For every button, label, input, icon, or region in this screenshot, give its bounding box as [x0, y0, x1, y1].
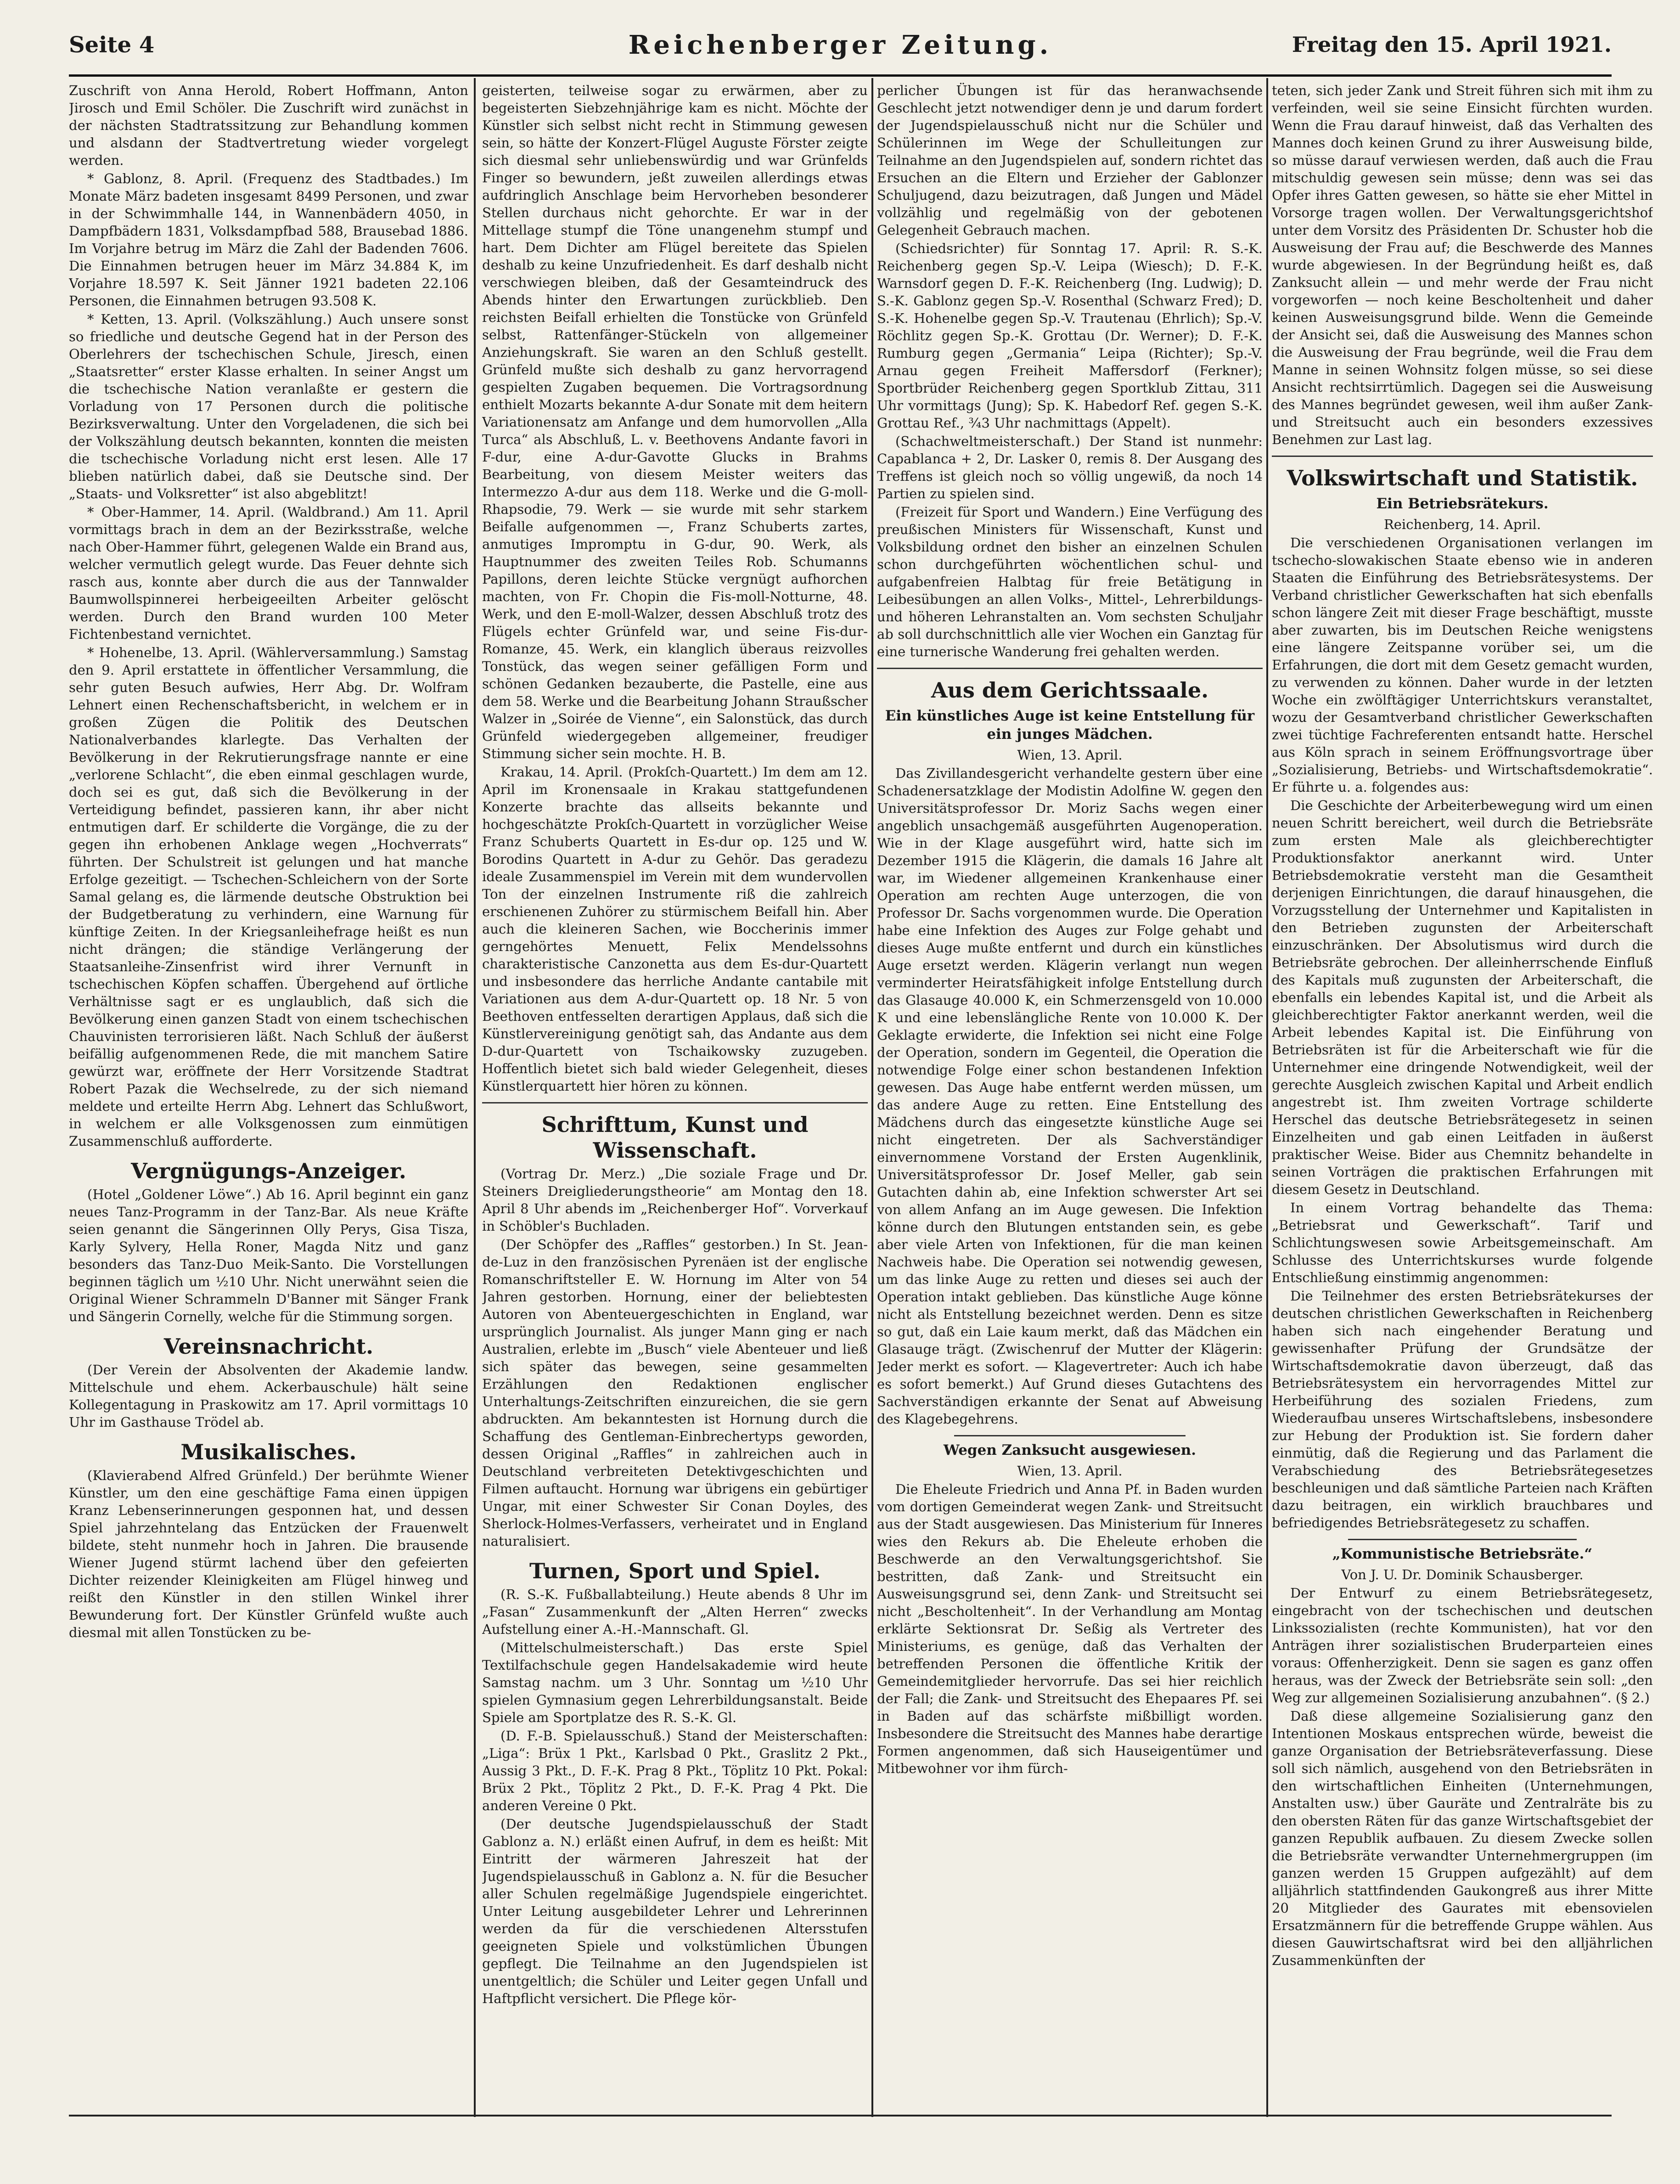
article-text: Die Eheleute Friedrich und Anna Pf. in Baden wurden vom dortigen Gemeinderat wegen Zank- und Streitsucht aus der Stadt ausgewiesen. Das Ministerium für Inneres wies den Rekurs ab. Die Eheleute erhoben die Beschwerde an den Verwaltungsgerichtshof. Sie bestritten, daß Zank- und Streitsucht ein Ausweisungsgrund sei, denn Zank- und Streitsucht sei nicht „Bescholtenheit“. In der Verhandlung am Montag erklärte Sektionsrat Dr. Seßig als Vertreter des Ministeriums, es genüge, daß das Verhalten der betreffenden Personen die öffentliche Kritik der Gemeindemitglieder hervorrufe. Das sei hier reichlich der Fall; die Zank- und Streitsucht des Ehepaares Pf. sei in Baden auf das schärfste mißbilligt worden. Insbesondere die Streitsucht des Mannes habe derartige Formen angenommen, daß sich Hauseigentümer und Mitbewohner vor ihm fürch- — [877, 1481, 1263, 1776]
article-text: (Freizeit für Sport und Wandern.) Eine Verfügung des preußischen Ministers für Wissenschaft, Kunst und Volksbildung ordnet den bisher an einzelnen Schulen schon durchgeführten wöchentlichen schul- und aufgabenfreien Halbtag für freie Betätigung in Leibesübungen an allen Volks-, Mittel-, Lehrerbildungs- und höheren Lehranstalten an. Vom sechsten Schuljahr ab soll durchschnittlich alle vier Wochen ein Ganztag für eine turnerische Wanderung frei gehalten werden. — [877, 504, 1263, 659]
article-text: * Ober-Hammer, 14. April. (Waldbrand.) Am 11. April vormittags brach in dem an der Bezirksstraße, welche nach Ober-Hammer führt, gelegenen Walde ein Brand aus, welcher vermutlich gelegt wurde. Das Feuer dehnte sich rasch aus, konnte aber durch die aus der Tannwalder Baumwollspinnerei herbeigeeilten Arbeiter gelöscht werden. Durch den Brand wurden 100 Meter Fichtenbestand vernichtet. — [69, 504, 468, 642]
article-text: Die Geschichte der Arbeiterbewegung wird um einen neuen Schritt bereichert, weil durch die Betriebsräte zum ersten Male als gleichberechtigter Produktionsfaktor anerkannt wird. Unter Betriebsdemokratie versteht man die Gesamtheit derjenigen Einrichtungen, die darauf hinausgehen, die Vorzugsstellung der Unternehmer und Kapitalisten in den Betrieben zugunsten der Arbeiterschaft einzuschränken. Der Absolutismus wird durch die Betriebsräte gebrochen. Der alleinherrschende Einfluß des Kapitals muß zugunsten der Arbeiterschaft, die ebenfalls ein lebendes Kapital ist, und die Arbeit als gleichberechtigter Faktor anerkannt werden, weil die Arbeit lebendes Kapital ist. Die Einführung von Betriebsräten ist für die Arbeiterschaft wie für die Unternehmer eine dringende Notwendigkeit, weil der gerechte Ausgleich zwischen Kapital und Arbeit endlich angestrebt ist. Ihm zweiten Vortrage schilderte Herschel das deutsche Betriebsrätegesetz in seinen Einzelheiten und gab einen Leitfaden in äußerst praktischer Weise. Bider aus Chemnitz behandelte in seinen Vorträgen die praktischen Erfahrungen mit diesem Gesetz in Deutschland. — [1272, 798, 1653, 1197]
section-divider — [482, 1102, 868, 1103]
article-text: (D. F.-B. Spielausschuß.) Stand der Meisterschaften: „Liga“: Brüx 1 Pkt., Karlsbad 0 Pkt., Graslitz 2 Pkt., Aussig 3 Pkt., D. F.-K. Prag 8 Pkt., Töplitz 10 Pkt. Pokal: Brüx 2 Pkt., Töplitz 2 Pkt., D. F.-K. Prag 4 Pkt. Die anderen Vereine 0 Pkt. — [482, 1728, 868, 1813]
article-divider — [1348, 1539, 1577, 1540]
article-text: (Mittelschulmeisterschaft.) Das erste Spiel Textilfachschule gegen Handelsakademie wird heute Samstag nachm. um 3 Uhr. Sonntag um ½10 Uhr spielen Gymnasium gegen Lehrerbildungsanstalt. Beide Spiele am Sportplatze des R. S.-K. Gl. — [482, 1640, 868, 1725]
section-heading: Schrifttum, Kunst und Wissenschaft. — [541, 1112, 809, 1163]
column-4 — [1272, 82, 1653, 2111]
article-divider — [954, 1435, 1186, 1436]
section-heading: Aus dem Gerichtssaale. — [931, 678, 1209, 703]
article-headline: Wegen Zanksucht ausgewiesen. — [943, 1442, 1197, 1458]
article-text: perlicher Übungen ist für das heranwachsende Geschlecht jetzt notwendiger denn je und darum fordert der Jugendspielausschuß nicht nur die Schüler und Schülerinnen im Wege der Schulleitungen zur Teilnahme an den Jugendspielen auf, sondern richtet das Ersuchen an die Eltern und Erzieher der Gablonzer Schuljugend, dazu beizutragen, daß Jungen und Mädel vollzählig und regelmäßig von der gebotenen Gelegenheit Gebrauch machen. — [877, 83, 1263, 238]
dateline: Wien, 13. April. — [1017, 1463, 1123, 1479]
article-text: (Vortrag Dr. Merz.) „Die soziale Frage und Dr. Steiners Dreigliederungstheorie“ am Montag den 18. April 8 Uhr abends im „Reichenberger Hof“. Vorverkauf in Schöbler's Buchladen. — [482, 1166, 868, 1234]
article-text: * Ketten, 13. April. (Volkszählung.) Auch unsere sonst so friedliche und deutsche Gegend hat in der Person des Oberlehrers der tschechischen Schule, Jiresch, einen „Staatsretter“ erster Klasse erhalten. In seiner Angst um die tschechische Nation veranlaßte er gestern die Vorladung von 17 Personen durch die politische Bezirksverwaltung. Unter den Vorgeladenen, die sich bei der Volkszählung deutsch bekannten, konnten die meisten die tschechische Vorladung nicht erst lesen. Alle 17 blieben natürlich dabei, daß sie Deutsche sind. Der „Staats- und Volksretter“ ist also abgeblitzt! — [69, 311, 468, 501]
page-header — [69, 23, 1612, 78]
column-1 — [69, 82, 468, 2111]
column-2 — [482, 82, 868, 2111]
article-headline: Ein Betriebsrätekurs. — [1376, 495, 1549, 512]
article-text: (Klavierabend Alfred Grünfeld.) Der berühmte Wiener Künstler, um den eine geschäftige Fama einen üppigen Kranz Lebenserinnerungen gesponnen hat, und dessen Spiel jahrzehntelang das Entzücken der Frauenwelt bildete, steht nunmehr hoch in Jahren. Die brausende Wiener Jugend stürmt lachend über den gefeierten Dichter reizender Kleinigkeiten am Flügel hinweg und reißt den Künstler in den stillen Winkel ihrer Bewunderung fort. Der Künstler Grünfeld wußte auch diesmal mit allen Tonstücken zu be- — [69, 1468, 468, 1640]
footer-rule — [69, 2115, 1612, 2116]
article-text: (Schiedsrichter) für Sonntag 17. April: R. S.-K. Reichenberg gegen Sp.-V. Leipa (Wiesch); D. F.-K. Warnsdorf gegen D. F.-K. Reichenberg (Ing. Ludwig); D. S.-K. Gablonz gegen Sp.-V. Rosenthal (Schwarz Fred); D. S.-K. Hohenelbe gegen Sp.-V. Trautenau (Ehrlich); Sp.-V. Röchlitz gegen Sp.-K. Grottau (Dr. Werner); D. F.-K. Rumburg gegen „Germania“ Leipa (Richter); Sp.-V. Arnau gegen Freiheit Maffersdorf (Ferkner); Sportbrüder Reichenberg gegen Sportklub Zittau, 311 Uhr vormittags (Jung); Sp. K. Habedorf Ref. gegen S.-K. Grottau Ref., ¾3 Uhr nachmittags (Appelt). — [877, 241, 1263, 431]
column-rule — [474, 78, 476, 2117]
article-text: (Der Verein der Absolventen der Akademie landw. Mittelschule und ehem. Ackerbauschule) hält seine Kollegentagung in Praskowitz am 17. April vormittags 10 Uhr im Gasthause Trödel ab. — [69, 1362, 468, 1430]
article-headline: „Kommunistische Betriebsräte.“ — [1332, 1546, 1593, 1562]
article-text: geisterten, teilweise sogar zu erwärmen, aber zu begeisterten Siebzehnjährige kam es nicht. Möchte der Künstler sich selbst nicht recht in Stimmung gewesen sein, so hätte der Konzert-Flügel Auguste Förster zeigte sich diesmal sehr unliebenswürdig und war Grünfelds Finger so bewundern, jeßt zuweilen allerdings etwas aufdringlich Anschlage beim Hervorheben besonderer Stellen durchaus nicht gehorchte. Er war in der Mittellage stumpf die Töne unangenehm stumpf und hart. Dem Dichter am Flügel bereitete das Spielen deshalb zu keine Unzufriedenheit. Es darf deshalb nicht verschwiegen bleiben, daß der Gesamteindruck des Abends hinter den Erwartungen zurückblieb. Den reichsten Beifall erhielten die Tonstücke von Grünfeld selbst, Rattenfänger-Stückeln von allgemeiner Anziehungskraft. Sie waren an den Schluß gestellt. Grünfeld mußte sich deshalb zu ganz hervorragend gespielten Zugaben bequemen. Die Vortragsordnung enthielt Mozarts bekannte A-dur Sonate mit dem heitern Variationensatz am Anfange und dem humorvollen „Alla Turca“ als Abschluß, L. v. Beethovens Andante favori in F-dur, eine A-dur-Gavotte Glucks in Brahms Bearbeitung, von diesem Meister weiters das Intermezzo A-dur aus dem 118. Werke und die G-moll-Rhapsodie, 79. Werk — sie wurde mit sehr starkem Beifalle aufgenommen —, Franz Schuberts zartes, anmutiges Impromptu in G-dur, 90. Werk, als Hauptnummer des zweiten Teiles Rob. Schumanns Papillons, deren leichte Stücke vergnügt aufhorchen machten, von Fr. Chopin die Fis-moll-Notturne, 48. Werk, und den E-moll-Walzer, dessen Abschluß trotz des Flügels echter Grünfeld war, und seine Fis-dur-Romanze, 45. Werk, ein klanglich überaus reizvolles Tonstück, das wegen seiner gefälligen Form und schönen Gedanken bezauberte, die Pastelle, eine aus dem 58. Werke und die Bearbeitung Johann Straußscher Walzer in „Soirée de Vienne“, ein Salonstück, das durch Grünfeld wiedergegeben allgemeiner, freudiger Stimmung sicher sein mochte. H. B. — [482, 83, 868, 761]
article-text: Der Entwurf zu einem Betriebsrätegesetz, eingebracht von der tschechischen und deutschen Linkssozialisten (rechte Kommunisten), hat vor den Anträgen ihrer sozialistischen Bruderparteien eines voraus: Offenherzigkeit. Denn sie sagen es ganz offen heraus, was der Zweck der Betriebsräte sein soll: „den Weg zur allgemeinen Sozialisierung anzubahnen“. (§ 2.) — [1272, 1585, 1653, 1706]
article-text: In einem Vortrag behandelte das Thema: „Betriebsrat und Gewerkschaft“. Tarif und Schlichtungswesen sowie Arbeitsgemeinschaft. Am Schlusse des Unterrichtskurses wurde folgende Entschließung einstimmig angenommen: — [1272, 1200, 1653, 1285]
section-heading: Musikalisches. — [180, 1440, 357, 1464]
article-text: Zuschrift von Anna Herold, Robert Hoffmann, Anton Jirosch und Emil Schöler. Die Zuschrift wird zunächst in der nächsten Stadtratssitzung zur Behandlung kommen und alsdann der Stadtvertretung wieder vorgelegt werden. — [69, 83, 468, 168]
article-text: teten, sich jeder Zank und Streit führen sich mit ihm zu verfeinden, weil sie seine Einsicht fürchten wurden. Wenn die Frau darauf hinweist, daß das Verhalten des Mannes doch keinen Grund zu ihrer Ausweisung bilde, so müsse darauf verwiesen werden, daß auch die Frau mitschuldig gewesen sein müsse; denn was sei das Opfer ihres Gatten gewesen, so hätte sie eher Mittel in Vorsorge tragen wollen. Der Verwaltungsgerichtshof unter dem Vorsitz des Präsidenten Dr. Schuster hob die Ausweisung der Frau auf; die Beschwerde des Mannes wurde abgewiesen. In der Begründung heißt es, daß Zanksucht allein — und mehr werde der Frau nicht vorgeworfen — noch keine Bescholtenheit und daher keinen Ausweisungsgrund bilde. Wenn die Gemeinde der Ansicht sei, daß die Ausweisung des Mannes schon die Ausweisung der Frau begründe, weil die Frau dem Manne in seinen Wohnsitz folgen müsse, so sei diese Ansicht rechtsirrtümlich. Dagegen sei die Ausweisung des Mannes begründet gewesen, weil ihm außer Zank- und Streitsucht auch ein besonders exzessives Benehmen zur Last lag. — [1272, 83, 1653, 447]
byline: Von J. U. Dr. Dominik Schausberger. — [1341, 1567, 1584, 1582]
page-number: Seite 4 — [69, 32, 155, 58]
article-text: (Der Schöpfer des „Raffles“ gestorben.) In St. Jean-de-Luz in den französischen Pyrenäen ist der englische Romanschriftsteller E. W. Hornung im Alter von 54 Jahren gestorben. Hornung, einer der beliebtesten Autoren von Abenteuergeschichten in England, war ursprünglich Journalist. Als junger Mann ging er nach Australien, erlebte im „Busch“ viele Abenteuer und ließ sich später das bewegen, seine gesammelten Erzählungen den Redaktionen englischer Unterhaltungs-Zeitschriften einzureichen, die sie gern abdruckten. Am bekanntesten ist Hornung durch die Schaffung des Gentleman-Einbrechertyps geworden, dessen Original „Raffles“ in zahlreichen auch in Deutschland verbreiteten Detektivgeschichten und Filmen auftaucht. Hornung war übrigens ein gebürtiger Ungar, mit einer Schwester Sir Conan Doyles, des Sherlock-Holmes-Verfassers, verheiratet und in England naturalisiert. — [482, 1237, 868, 1549]
section-heading: Vergnügungs-Anzeiger. — [131, 1159, 406, 1183]
dateline: Reichenberg, 14. April. — [1383, 517, 1541, 532]
article-text: * Gablonz, 8. April. (Frequenz des Stadtbades.) Im Monate März badeten insgesamt 8499 Personen, und zwar in der Schwimmhalle 144, in Wannenbädern 4050, in Dampfbädern 1831, Volksdampfbad 588, Brausebad 1886. Im Vorjahre betrug im März die Zahl der Badenden 7606. Die Einnahmen betrugen heuer im März 34.884 K, im Vorjahre 18.597 K. Seit Jänner 1921 badeten 22.106 Personen, die Einnahmen betrugen 93.508 K. — [69, 171, 468, 309]
article-text: * Hohenelbe, 13. April. (Wählerversammlung.) Samstag den 9. April erstattete in öffentlicher Versammlung, die sehr guten Besuch aufwies, Herr Abg. Dr. Wolfram Lehnert einen Rechenschaftsbericht, in welchem er in großen Zügen die Politik des Deutschen Nationalverbandes klarlegte. Das Verhalten der Bevölkerung in der Rekrutierungsfrage nannte er eine „verlorene Schlacht“, die eben einmal geschlagen wurde, doch sei es gut, daß sich die Bevölkerung in der Verteidigung befindet, passieren kann, ihr aber nicht entmutigen darf. Er schilderte die Vorgänge, die zu der gegen ihn erhobenen Anklage wegen „Hochverrats“ führten. Der Schulstreit ist gelungen und hat manche Erfolge gezeitigt. — Tschechen-Schleichern von der Sorte Samal gelang es, die lärmende deutsche Obstruktion bei der Budgetberatung zu verhindern, eine Warnung für künftige Zeiten. In der Kriegsanleihefrage heißt es nun nicht drängen; die ständige Verlängerung der Staatsanleihe-Zinsenfrist wird ihrer Vernunft in tschechischen Köpfen schaffen. Übergehend auf örtliche Verhältnisse sagt er es unglaublich, daß sich die Bevölkerung einen ganzen Stadt von einem tschechischen Chauvinisten terrorisieren läßt. Nach Schluß der äußerst beifällig aufgenommenen Rede, die mit manchem Satire gewürzt war, eröffnete der Herr Vorsitzende Stadtrat Robert Pazak die Wechselrede, zu der sich niemand meldete und erteilte Herrn Abg. Lehnert das Schlußwort, in welchem er alle Volksgenossen zum einmütigen Zusammenschluß aufforderte. — [69, 645, 468, 1149]
issue-date: Freitag den 15. April 1921. — [1292, 32, 1612, 57]
article-text: (R. S.-K. Fußballabteilung.) Heute abends 8 Uhr im „Fasan“ Zusammenkunft der „Alten Herren“ zwecks Aufstellung einer A.-H.-Mannschaft. Gl. — [482, 1587, 868, 1637]
article-text: (Hotel „Goldener Löwe“.) Ab 16. April beginnt ein ganz neues Tanz-Programm in der Tanz-Bar. Als neue Kräfte seien genannt die Sängerinnen Olly Perys, Gisa Tisza, Karly Sylvery, Hella Roner, Magda Nitz und ganz besonders das Tanz-Duo Meik-Santo. Die Vorstellungen beginnen täglich um ½10 Uhr. Nicht unerwähnt seien die Original Wiener Schrammeln D'Banner mit Sänger Frank und Sängerin Cornelly, welche für die Stimmung sorgen. — [69, 1187, 468, 1324]
article-text: Krakau, 14. April. (Prokſch-Quartett.) Im dem am 12. April im Kronensaale in Krakau stattgefundenen Konzerte brachte das allseits bekannte und hochgeschätzte Prokſch-Quartett in vorzüglicher Weise Franz Schuberts Quartett in Es-dur op. 125 und W. Borodins Quartett in A-dur zu Gehör. Das geradezu ideale Zusammenspiel im Verein mit dem wundervollen Ton der einzelnen Instrumente riß die zahlreich erschienenen Zuhörer zu stürmischem Beifall hin. Aber auch die kleineren Sachen, wie Boccherinis immer gerngehörtes Menuett, Felix Mendelssohns charakteristische Canzonetta aus dem Es-dur-Quartett und insbesondere das herrliche Andante cantabile mit Variationen aus dem A-dur-Quartett op. 18 Nr. 5 von Beethoven entfesselten derartigen Applaus, daß sich die Künstlervereinigung genötigt sah, das Andante aus dem D-dur-Quartett von Tschaikowsky zuzugeben. Hoffentlich bietet sich bald wieder Gelegenheit, dieses Künstlerquartett hier hören zu können. — [482, 764, 868, 1094]
article-text: Daß diese allgemeine Sozialisierung ganz den Intentionen Moskaus entsprechen würde, beweist die ganze Organisation der Betriebsräteverfassung. Diese soll sich nämlich, ausgehend von den Betriebsräten in den wirtschaftlichen Einheiten (Unternehmungen, Anstalten usw.) über Gauräte und Zentralräte bis zu den obersten Räten für das ganze Wirtschaftsgebiet der ganzen Republik aufbauen. Zu diesem Zwecke sollen die Betriebsräte verwandter Unternehmergruppen (im ganzen werden 15 Gruppen aufgezählt) auf dem alljährlich stattfindenden Gaukongreß aus ihrer Mitte 20 Mitglieder des Gaurates mit ebensovielen Ersatzmännern für die betreffende Gruppe wählen. Aus diesen Gauwirtschaftsrat wird bei den alljährlichen Zusammenkünften der — [1272, 1708, 1653, 1968]
header-rule — [69, 74, 1612, 77]
section-heading: Volkswirtschaft und Statistik. — [1287, 466, 1638, 490]
column-3 — [877, 82, 1263, 2111]
dateline: Wien, 13. April. — [1017, 747, 1123, 763]
article-text: (Der deutsche Jugendspielausschuß der Stadt Gablonz a. N.) erläßt einen Aufruf, in dem es heißt: Mit Eintritt der wärmeren Jahreszeit hat der Jugendspielausschuß in Gablonz a. N. für die Besucher aller Schulen regelmäßige Jugendspiele eingerichtet. Unter Leitung ausgebildeter Lehrer und Lehrerinnen werden da für die verschiedenen Altersstufen geeigneten Spiele und volkstümlichen Übungen gepflegt. Die Teilnahme an den Jugendspielen ist unentgeltlich; die Schüler und Leiter gegen Unfall und Haftpflicht versichert. Die Pflege kör- — [482, 1816, 868, 2006]
section-divider — [1272, 456, 1653, 457]
column-rule — [871, 78, 873, 2117]
column-rule — [1266, 78, 1268, 2117]
article-text: Die Teilnehmer des ersten Betriebsrätekurses der deutschen christlichen Gewerkschaften in Reichenberg haben sich nach eingehender Beratung und gewissenhafter Prüfung der Grundsätze der Wirtschaftsdemokratie davon überzeugt, daß das Betriebsrätesystem ein hervorragendes Mittel zur Herbeiführung des sozialen Friedens, zum Wiederaufbau unseres Wirtschaftslebens, insbesondere zur Hebung der Produktion ist. Sie fordern daher einmütig, daß die Regierung und das Parlament die Verabschiedung des Betriebsrätegesetzes beschleunigen und daß sämtliche Parteien nach Kräften dazu beitragen, ein wirklich brauchbares und befriedigendes Betriebsrätegesetz zu schaffen. — [1272, 1288, 1653, 1531]
section-heading: Turnen, Sport und Spiel. — [529, 1559, 821, 1583]
article-headline: Ein künstliches Auge ist keine Entstellung für ein junges Mädchen. — [885, 708, 1255, 743]
section-divider — [877, 668, 1263, 669]
article-text: Die verschiedenen Organisationen verlangen im tschecho-slowakischen Staate ebenso wie in anderen Staaten die Einführung des Betriebsrätesystems. Der Verband christlicher Gewerkschaften hat sich ebenfalls schon längere Zeit mit dieser Frage beschäftigt, musste aber zuwarten, bis im Deutschen Reiche wenigstens eine längere Zeitspanne vorüber sei, um die Erfahrungen, die dort mit dem Gesetz gemacht wurden, zu verwenden zu können. Daher wurde in der letzten Woche ein zwölftägiger Unterrichtskurs veranstaltet, wozu der Gesamtverband christlicher Gewerkschaften zwei tüchtige Fachreferenten entsandt hatte. Herschel aus Köln sprach in seinem Eröffnungsvortrage über „Sozialisierung, Betriebs- und Wirtschaftsdemokratie“. Er führte u. a. folgendes aus: — [1272, 535, 1653, 795]
article-text: Das Zivillandesgericht verhandelte gestern über eine Schadenersatzklage der Modistin Adolfine W. gegen den Universitätsprofessor Dr. Moriz Sachs wegen einer angeblich unsachgemäß ausgeführten Augenoperation. Wie in der Klage ausgeführt wird, hatte sich im Dezember 1915 die Klägerin, die damals 16 Jahre alt war, im Wiedener allgemeinen Krankenhause einer Operation am rechten Auge unterzogen, die von Professor Dr. Sachs vorgenommen wurde. Die Operation habe eine Infektion des Auges zur Folge gehabt und dieses Auge mußte entfernt und durch ein künstliches Auge ersetzt werden. Klägerin verlangt nun wegen verminderter Heiratsfähigkeit infolge Entstellung durch das Glasauge 40.000 K, ein Schmerzensgeld von 10.000 K und eine lebenslängliche Rente von 10.000 K. Der Geklagte erwiderte, die Infektion sei nicht eine Folge der Operation, sondern im Gegenteil, die Operation die notwendige Folge einer schon bestandenen Infektion gewesen. Das Auge habe entfernt werden müssen, um das andere Auge zu retten. Eine Entstellung des Mädchens durch das eingesetzte künstliche Auge sei nicht eingetreten. Der als Sachverständiger einvernommene Vorstand der Ersten Augenklinik, Universitätsprofessor Dr. Josef Meller, gab sein Gutachten dahin ab, eine Infektion schwerster Art sei von allem Anfang an im Auge gewesen. Die Infektion könne durch den Blutungen entstanden sein, es gebe aber viele Arten von Infektionen, für die man keinen Nachweis habe. Die Operation sei notwendig gewesen, um das linke Auge zu retten und dieses sei auch der Operation intakt geblieben. Das künstliche Auge könne nicht als Entstellung bezeichnet werden. Denn es sitze so gut, daß ein Laie kaum merkt, daß das Mädchen ein Glasauge trägt. (Zwischenruf der Mutter der Klägerin: Jeder merkt es sofort. — Klagevertreter: Auch ich habe es sofort bemerkt.) Auf Grund dieses Gutachtens des Sachverständigen erkannte der Senat auf Abweisung des Klagebegehrens. — [877, 766, 1263, 1427]
section-heading: Vereinsnachricht. — [163, 1334, 374, 1359]
article-text: (Schachweltmeisterschaft.) Der Stand ist nunmehr: Capablanca + 2, Dr. Lasker 0, remis 8. Der Ausgang des Treffens ist gleich noch so völlig ungewiß, da noch 14 Partien zu spielen sind. — [877, 433, 1263, 501]
newspaper-title: Reichenberger Zeitung. — [628, 30, 1052, 60]
